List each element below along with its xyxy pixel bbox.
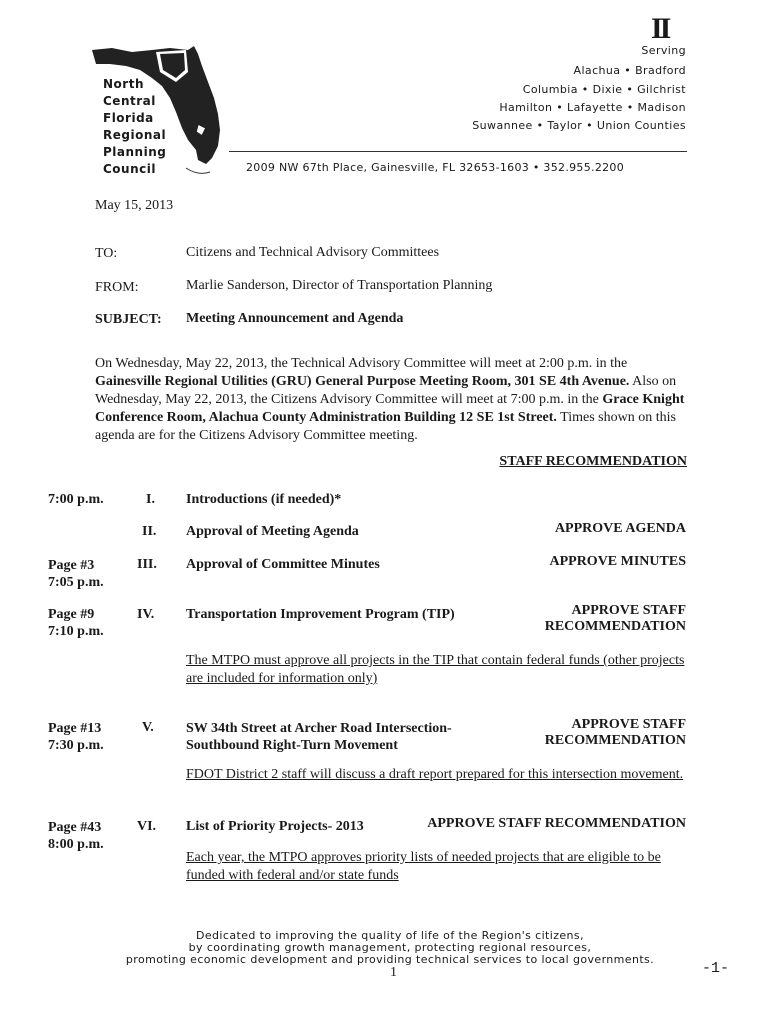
serving-line: Hamilton • Lafayette • Madison	[499, 101, 686, 114]
to-label: TO:	[95, 246, 118, 261]
agenda-recommendation: APPROVE AGENDA	[554, 521, 686, 536]
agenda-item-title: Approval of Meeting Agenda	[186, 524, 359, 539]
agenda-item-title: List of Priority Projects- 2013	[186, 819, 364, 834]
to-value: Citizens and Technical Advisory Committees	[186, 245, 440, 260]
agenda-time: 7:10 p.m.	[48, 624, 104, 639]
council-name-line: North	[103, 77, 144, 91]
agenda-time: 7:05 p.m.	[48, 575, 104, 590]
agenda-note: The MTPO must approve all projects in the TIP that contain federal funds (other projects are included for information only)	[186, 653, 685, 686]
agenda-recommendation: APPROVE STAFF RECOMMENDATION	[544, 603, 686, 634]
council-name-line: Florida	[103, 111, 154, 125]
council-name-line: Planning	[103, 145, 167, 159]
agenda-time: 7:00 p.m.	[48, 492, 104, 507]
agenda-item-number: V.	[142, 720, 154, 735]
serving-line: Columbia • Dixie • Gilchrist	[522, 83, 686, 96]
council-address: 2009 NW 67th Place, Gainesville, FL 32653-1603 • 352.955.2200	[246, 161, 625, 174]
serving-line: Alachua • Bradford	[573, 64, 686, 77]
council-name-line: Council	[103, 162, 156, 176]
footer-mission-line: Dedicated to improving the quality of life of the Region's citizens,	[196, 929, 584, 942]
agenda-note: FDOT District 2 staff will discuss a draft report prepared for this intersection movement.	[186, 767, 684, 782]
memo-date: May 15, 2013	[95, 198, 174, 213]
agenda-page: Page #9	[48, 607, 95, 622]
agenda-page: Page #43	[48, 820, 102, 835]
subject-label: SUBJECT:	[95, 312, 162, 327]
agenda-recommendation: APPROVE STAFF RECOMMENDATION	[544, 717, 686, 748]
logo-mark: II	[651, 12, 669, 45]
agenda-item-title: Transportation Improvement Program (TIP)	[186, 607, 455, 622]
agenda-page: Page #3	[48, 558, 95, 573]
from-value: Marlie Sanderson, Director of Transportation Planning	[186, 278, 493, 293]
agenda-time: 8:00 p.m.	[48, 837, 104, 852]
footer-mission-line: by coordinating growth management, protecting regional resources,	[188, 941, 592, 954]
agenda-item-number: I.	[146, 492, 155, 507]
agenda-item-title: Approval of Committee Minutes	[186, 557, 380, 572]
intro-paragraph: On Wednesday, May 22, 2013, the Technical Advisory Committee will meet at 2:00 p.m. in the Gainesville Regional Utilities (GRU) General Purpose Meeting Room, 301 SE 4th Avenue. Also on Wednesday, May 22, 2013, the Citizens Advisory Committee will meet at 7:00 p.m. in the Grace Knight Conference Room, Alachua County Administration Building 12 SE 1st Street. Times shown on this agenda are for the Citizens Advisory Committee meeting.	[95, 356, 685, 443]
agenda-item-number: IV.	[137, 607, 155, 622]
letterhead-rule	[229, 151, 687, 152]
agenda-note: Each year, the MTPO approves priority lists of needed projects that are eligible to be funded with federal and/or state funds	[186, 850, 661, 883]
council-name-line: Central	[103, 94, 156, 108]
from-label: FROM:	[95, 280, 139, 295]
council-name-line: Regional	[103, 128, 167, 142]
agenda-recommendation: APPROVE MINUTES	[549, 554, 686, 569]
agenda-time: 7:30 p.m.	[48, 738, 104, 753]
agenda-item-title: SW 34th Street at Archer Road Intersection- Southbound Right-Turn Movement	[186, 721, 452, 753]
agenda-item-title: Introductions (if needed)*	[186, 492, 342, 507]
serving-line: Serving	[641, 44, 686, 57]
agenda-item-number: VI.	[137, 819, 157, 834]
agenda-page: Page #13	[48, 721, 102, 736]
staff-recommendation-header: STAFF RECOMMENDATION	[499, 454, 687, 469]
agenda-item-number: II.	[142, 524, 157, 539]
serving-line: Suwannee • Taylor • Union Counties	[472, 119, 686, 132]
page-number: 1	[390, 965, 397, 980]
page-number-margin: -1-	[702, 960, 730, 977]
agenda-item-number: III.	[137, 557, 157, 572]
subject-value: Meeting Announcement and Agenda	[186, 311, 404, 326]
footer-mission-line: promoting economic development and providing technical services to local governments.	[125, 953, 655, 966]
agenda-recommendation: APPROVE STAFF RECOMMENDATION	[427, 816, 686, 831]
